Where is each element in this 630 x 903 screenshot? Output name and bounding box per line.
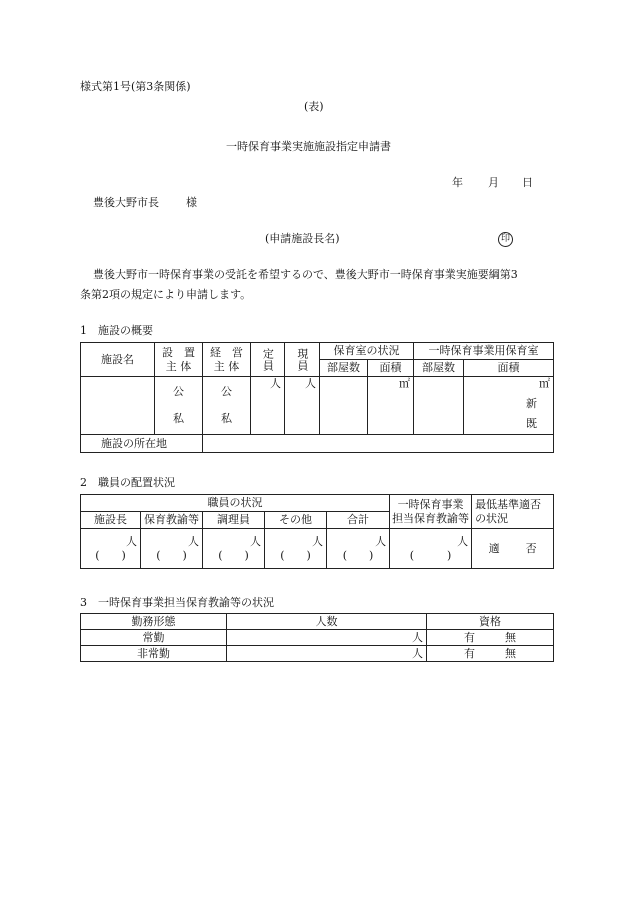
qual-fulltime-yes: 有 xyxy=(464,630,475,644)
qual-parttime[interactable] xyxy=(427,646,554,662)
setter-private: 私 xyxy=(173,412,184,426)
temp-teacher-table xyxy=(80,613,554,662)
document-title: 一時保育事業実施施設指定申請書 xyxy=(226,140,391,153)
col-setter-bot: 主 体 xyxy=(165,359,192,373)
count-parttime[interactable] xyxy=(227,646,427,662)
director-unit: 人 xyxy=(126,534,137,548)
capacity-unit: 人 xyxy=(270,377,281,390)
operator-private: 私 xyxy=(221,412,232,426)
current-unit: 人 xyxy=(305,377,316,390)
col-count: 人数 xyxy=(227,614,427,630)
col-rooms: 部屋数 xyxy=(320,360,368,377)
work-type-fulltime: 常勤 xyxy=(81,630,227,646)
qual-parttime-no: 無 xyxy=(505,646,516,660)
qual-parttime-yes: 有 xyxy=(464,646,475,660)
section3-heading: 3 一時保育事業担当保育教諭等の状況 xyxy=(80,596,274,609)
col-area2: 面積 xyxy=(464,360,554,377)
side-label: (表) xyxy=(304,100,324,113)
temp-teacher-bot: 担当保育教諭等 xyxy=(392,511,470,525)
director-cell[interactable] xyxy=(81,529,141,569)
section2-heading: 2 職員の配置状況 xyxy=(80,476,175,489)
date-day: 日 xyxy=(522,176,533,189)
col-operator-top: 経 営 xyxy=(210,345,243,359)
temp-teacher-paren: ( ) xyxy=(409,548,452,562)
area2-cell[interactable] xyxy=(464,377,554,435)
min-std-cell[interactable] xyxy=(472,529,554,569)
addressee: 豊後大野市長 xyxy=(93,196,159,209)
other-unit: 人 xyxy=(312,534,323,548)
col-qualification: 資格 xyxy=(427,614,554,630)
operator-cell[interactable] xyxy=(203,377,251,435)
area2-existing: 既 xyxy=(526,416,537,430)
col-capacity-label: 定員 xyxy=(261,347,275,372)
count-fulltime[interactable] xyxy=(227,630,427,646)
staff-status-header: 職員の状況 xyxy=(81,495,390,512)
capacity-cell[interactable] xyxy=(251,377,285,435)
total-cell[interactable] xyxy=(327,529,390,569)
date-month: 月 xyxy=(488,176,499,189)
teachers-cell[interactable] xyxy=(141,529,203,569)
col-total: 合計 xyxy=(327,512,390,529)
honorific: 様 xyxy=(186,196,197,209)
col-room-status: 保育室の状況 xyxy=(320,343,414,360)
count-fulltime-unit: 人 xyxy=(412,630,423,644)
setter-public: 公 xyxy=(173,384,184,398)
col-setter xyxy=(155,343,203,377)
min-std-fit: 適 xyxy=(488,541,500,555)
location-label: 施設の所在地 xyxy=(81,435,203,453)
col-temp-room: 一時保育事業用保育室 xyxy=(414,343,554,360)
col-teachers: 保育教諭等 xyxy=(141,512,203,529)
facility-name-cell[interactable] xyxy=(81,377,155,435)
min-std-top: 最低基準適否 xyxy=(475,497,542,511)
table-row xyxy=(81,630,554,646)
total-unit: 人 xyxy=(375,534,387,548)
total-paren: ( ) xyxy=(342,548,374,562)
col-director: 施設長 xyxy=(81,512,141,529)
qual-fulltime-no: 無 xyxy=(505,630,516,644)
rooms2-cell[interactable] xyxy=(414,377,464,435)
other-cell[interactable] xyxy=(265,529,327,569)
director-paren: ( ) xyxy=(95,548,126,562)
col-cooks: 調理員 xyxy=(203,512,265,529)
col-area: 面積 xyxy=(368,360,414,377)
seal-glyph: 印 xyxy=(498,232,513,247)
col-facility-name: 施設名 xyxy=(81,343,155,377)
col-current-label: 現員 xyxy=(295,347,309,372)
body-text-line2: 条第2項の規定により申請します。 xyxy=(80,288,252,301)
table-row xyxy=(81,646,554,662)
col-operator-bot: 主 体 xyxy=(213,359,240,373)
col-current xyxy=(285,343,320,377)
facility-overview-table xyxy=(80,342,554,453)
form-number: 様式第1号(第3条関係) xyxy=(80,80,191,93)
location-value[interactable] xyxy=(203,435,554,453)
area-cell[interactable] xyxy=(368,377,414,435)
col-setter-top: 設 置 xyxy=(162,345,195,359)
col-work-type: 勤務形態 xyxy=(81,614,227,630)
body-text-line1: 豊後大野市一時保育事業の受託を希望するので、豊後大野市一時保育事業実施要綱第3 xyxy=(93,268,518,281)
seal-mark xyxy=(498,231,513,247)
cooks-unit: 人 xyxy=(250,534,261,548)
operator-public: 公 xyxy=(221,384,232,398)
teachers-unit: 人 xyxy=(188,534,199,548)
work-type-parttime: 非常勤 xyxy=(81,646,227,662)
col-rooms2: 部屋数 xyxy=(414,360,464,377)
col-capacity xyxy=(251,343,285,377)
min-std-bot: の状況 xyxy=(475,511,509,525)
area-unit: ㎡ xyxy=(399,377,410,390)
area2-new: 新 xyxy=(526,396,537,410)
cooks-paren: ( ) xyxy=(218,548,249,562)
temp-teacher-cell[interactable] xyxy=(390,529,472,569)
min-std-unfit: 否 xyxy=(525,541,537,555)
teachers-paren: ( ) xyxy=(156,548,187,562)
temp-teacher-top: 一時保育事業 xyxy=(397,497,464,511)
col-other: その他 xyxy=(265,512,327,529)
current-cell[interactable] xyxy=(285,377,320,435)
date-year: 年 xyxy=(452,176,463,189)
count-parttime-unit: 人 xyxy=(412,646,423,660)
area2-unit: ㎡ xyxy=(539,377,550,390)
applicant-label: (申請施設長名) xyxy=(265,232,340,245)
temp-teacher-header xyxy=(390,495,472,529)
min-std-header xyxy=(472,495,554,529)
section1-heading: 1 施設の概要 xyxy=(80,324,153,337)
rooms-cell[interactable] xyxy=(320,377,368,435)
other-paren: ( ) xyxy=(280,548,311,562)
temp-teacher-unit: 人 xyxy=(457,534,469,548)
qual-fulltime[interactable] xyxy=(427,630,554,646)
cooks-cell[interactable] xyxy=(203,529,265,569)
col-operator xyxy=(203,343,251,377)
setter-cell[interactable] xyxy=(155,377,203,435)
staff-table xyxy=(80,494,554,569)
